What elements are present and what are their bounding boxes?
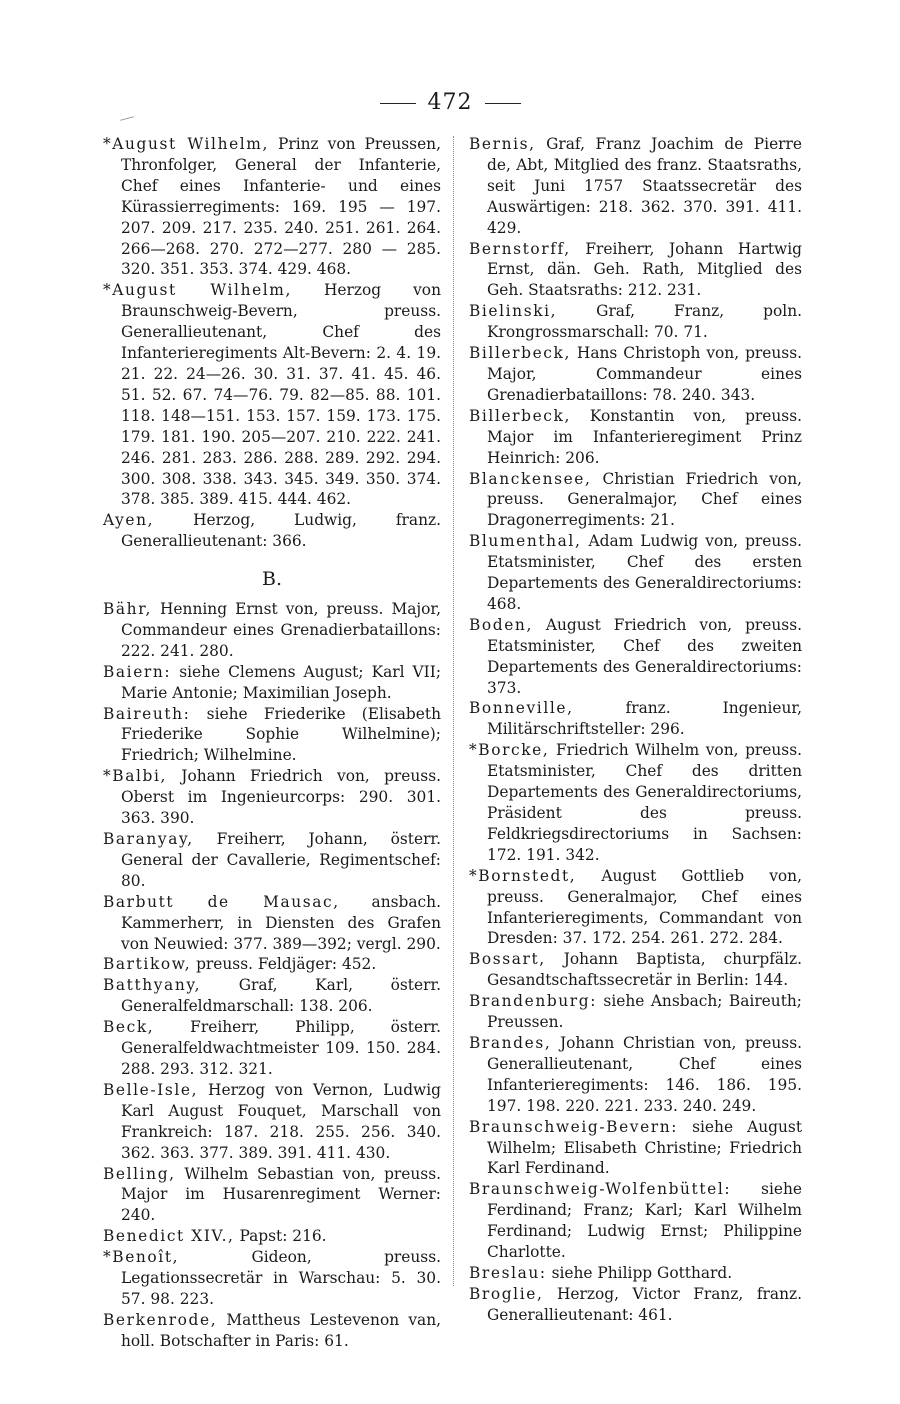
index-entry [103, 510, 441, 552]
index-entry [103, 829, 441, 892]
index-entry [469, 1117, 802, 1180]
entry-name: *Bornstedt, [469, 866, 577, 885]
entry-name: Benedict XIV., [103, 1227, 235, 1246]
index-entry [469, 1033, 802, 1117]
entry-text: Freiherr, Philipp, österr. Generalfeldwachtmeister 109. 150. 284. 288. 293. 312. 321. [121, 1018, 441, 1078]
left-column [103, 134, 441, 1352]
entry-text: Herzog von Braunschweig-Bevern, preuss. Generallieutenant, Chef des Infanterieregiments Alt-Bevern: 2. 4. 19. 21. 22. 24—26. 30. 31. 37. 41. 45. 46. 51. 52. 67. 74—76. 79. 82—85. 88. 101. 118. 148—151. 153. 157. 159. 173. 175. 179. 181. 190. 205—207. 210. 222. 241. 246. 281. 283. 286. 288. 289. 292. 294. 300. 308. 338. 343. 345. 349. 350. 374. 378. 385. 389. 415. 444. 462. [121, 281, 441, 509]
entry-text: Graf, Franz, poln. Krongrossmarschall: 70. 71. [487, 302, 802, 342]
header-rule-left [380, 103, 416, 104]
entry-text: Graf, Karl, österr. Generalfeldmarschall: 138. 206. [121, 976, 441, 1016]
entry-name: Baiern: [103, 662, 172, 681]
index-entry [103, 1164, 441, 1227]
entry-name: *Benoît, [103, 1248, 180, 1267]
section-heading: B. [261, 568, 282, 591]
entry-text: Mattheus Lestevenon van, holl. Botschafter in Paris: 61. [121, 1310, 441, 1350]
entry-text: Herzog, Ludwig, franz. Generallieutenant: 366. [121, 511, 441, 551]
entry-name: Barbutt de Mausac, [103, 892, 340, 911]
entry-text: Johann Christian von, preuss. Generallieutenant, Chef eines Infanterieregiments: 146. 186. 195. 197. 198. 220. 221. 233. 240. 249. [487, 1033, 802, 1115]
entry-text: Johann Baptista, churpfälz. Gesandtschaftssecretär in Berlin: 144. [487, 950, 802, 990]
index-entry [469, 343, 802, 406]
index-entry [469, 531, 802, 615]
entry-text: Graf, Franz Joachim de Pierre de, Abt, Mitglied des franz. Staatsraths, seit Juni 1757 Staatssecretär des Auswärtigen: 218. 362. 370. 391. 411. 429. [487, 135, 802, 237]
index-entry [469, 1284, 802, 1326]
entry-name: Brandenburg: [469, 992, 597, 1011]
entry-text: siehe Friederike (Elisabeth Friederike Sophie Wilhelmine); Friedrich; Wilhelmine. [121, 704, 441, 765]
entry-name: Billerbeck, [469, 406, 571, 425]
index-entry [103, 280, 441, 510]
entry-name: Bähr, [103, 600, 152, 619]
entry-text: Konstantin von, preuss. Major im Infanterieregiment Prinz Heinrich: 206. [487, 406, 802, 467]
index-entry [103, 1310, 441, 1352]
pencil-mark [120, 116, 134, 121]
entry-text: Christian Friedrich von, preuss. Generalmajor, Chef eines Dragonerregiments: 21. [487, 469, 802, 530]
entry-text: siehe Ferdinand; Franz; Karl; Karl Wilhelm Ferdinand; Ludwig Ernst; Philippine Charlotte. [487, 1180, 802, 1262]
index-entry [469, 469, 802, 532]
index-entry [103, 1080, 441, 1164]
column-divider [453, 136, 454, 1286]
index-entry [469, 134, 802, 239]
index-entry [469, 406, 802, 469]
entry-text: siehe Ansbach; Baireuth; Preussen. [487, 992, 802, 1032]
entry-name: Blanckensee, [469, 469, 592, 488]
entry-text: Freiherr, Johann Hartwig Ernst, dän. Geh. Rath, Mitglied des Geh. Staatsraths: 212. 231. [487, 239, 802, 300]
index-entry [103, 599, 441, 662]
entry-text: Friedrich Wilhelm von, preuss. Etatsminister, Chef des dritten Departements des Generaldirectoriums, Präsident des preuss. Feldkriegsdirectoriums in Sachsen: 172. 191. 342. [487, 741, 802, 864]
entry-text: Henning Ernst von, preuss. Major, Commandeur eines Grenadierbataillons: 222. 241. 280. [121, 600, 441, 660]
entry-name: Batthyany, [103, 976, 202, 995]
entry-text: Adam Ludwig von, preuss. Etatsminister, Chef des ersten Departements des Generaldirectoriums: 468. [487, 532, 802, 613]
index-entry [103, 1247, 441, 1310]
index-entry [103, 766, 441, 829]
entry-name: Ayen, [103, 511, 155, 530]
entry-text: Herzog, Victor Franz, franz. Generallieutenant: 461. [487, 1284, 802, 1324]
entry-text: August Gottlieb von, preuss. Generalmajor, Chef eines Infanterieregiments, Commandant von Dresden: 37. 172. 254. 261. 272. 284. [487, 866, 802, 948]
entry-text: Gideon, preuss. Legationssecretär in Warschau: 5. 30. 57. 98. 223. [121, 1248, 441, 1308]
entry-text: ansbach. Kammerherr, in Diensten des Grafen von Neuwied: 377. 389—392; vergl. 290. [121, 892, 441, 953]
entry-name: *Borcke, [469, 741, 550, 760]
entry-name: Beck, [103, 1018, 155, 1037]
entry-text: Freiherr, Johann, österr. General der Cavallerie, Regimentschef: 80. [121, 830, 441, 890]
entry-name: Braunschweig-Bevern: [469, 1117, 679, 1136]
entry-text: Wilhelm Sebastian von, preuss. Major im Husarenregiment Werner: 240. [121, 1164, 441, 1225]
entry-name: Berkenrode, [103, 1310, 218, 1329]
entry-name: Bielinski, [469, 302, 558, 321]
index-entry [469, 615, 802, 699]
index-entry [103, 1017, 441, 1080]
entry-name: Bossart, [469, 950, 546, 969]
header-rule-right [485, 103, 521, 104]
entry-text: franz. Ingenieur, Militärschriftsteller: 296. [487, 699, 802, 739]
entry-name: *Balbi, [103, 767, 167, 786]
entry-name: Boden, [469, 615, 533, 634]
index-entry [469, 991, 802, 1033]
index-entry [469, 740, 802, 865]
entry-name: Bernis, [469, 135, 536, 153]
entry-text: siehe Clemens August; Karl VII; Marie Antonie; Maximilian Joseph. [121, 662, 441, 702]
index-entry [103, 892, 441, 955]
index-entry [103, 704, 441, 767]
entry-text: siehe August Wilhelm; Elisabeth Christine; Friedrich Karl Ferdinand. [487, 1117, 802, 1178]
entry-text: preuss. Feldjäger: 452. [191, 955, 377, 974]
index-entry [103, 975, 441, 1017]
entry-name: *August Wilhelm, [103, 281, 292, 300]
entry-name: Bernstorff, [469, 239, 571, 258]
index-entry [103, 1226, 441, 1247]
entry-text: siehe Philipp Gotthard. [546, 1263, 733, 1282]
index-entry [469, 239, 802, 302]
entry-name: Bartikow, [103, 955, 192, 974]
entry-name: Braunschweig-Wolfenbüttel: [469, 1180, 732, 1199]
entry-name: Billerbeck, [469, 344, 571, 363]
page-header [0, 90, 900, 115]
entry-text: August Friedrich von, preuss. Etatsminister, Chef des zweiten Departements des Generaldirectoriums: 373. [487, 615, 802, 697]
index-entry [469, 1179, 802, 1263]
entry-text: Prinz von Preussen, Thronfolger, General der Infanterie, Chef eines Infanterie- und eines Kürassierregiments: 169. 195 — 197. 207. 209. 217. 235. 240. 251. 261. 264. 266—268. 270. 272—277. 280 — 285. 320. 351. 353. 374. 429. 468. [121, 135, 441, 279]
page-number: 472 [427, 90, 473, 115]
right-column [469, 134, 802, 1326]
index-entry [103, 134, 441, 280]
entry-name: *August Wilhelm, [103, 135, 269, 153]
index-entry [103, 662, 441, 704]
entry-name: Broglie, [469, 1284, 544, 1303]
entry-text: Papst: 216. [234, 1227, 327, 1246]
index-entry [469, 301, 802, 343]
entry-text: Herzog von Vernon, Ludwig Karl August Fouquet, Marschall von Frankreich: 187. 218. 255. 256. 340. 362. 363. 377. 389. 391. 411. 430. [121, 1080, 441, 1162]
entry-name: Belling, [103, 1164, 176, 1183]
entry-text: Johann Friedrich von, preuss. Oberst im Ingenieurcorps: 290. 301. 363. 390. [121, 767, 441, 828]
entry-name: Belle-Isle, [103, 1080, 199, 1099]
entry-name: Baireuth: [103, 704, 191, 723]
entry-name: Breslau: [469, 1263, 547, 1282]
index-entry [103, 954, 441, 975]
index-entry [469, 866, 802, 950]
index-entry [469, 1263, 802, 1284]
index-entry [469, 698, 802, 740]
entry-name: Blumenthal, [469, 532, 582, 551]
entry-name: Bonneville, [469, 699, 574, 718]
entry-name: Brandes, [469, 1033, 552, 1052]
index-entry [469, 949, 802, 991]
entry-name: Baranyay, [103, 830, 194, 848]
entry-text: Hans Christoph von, preuss. Major, Commandeur eines Grenadierbataillons: 78. 240. 343. [487, 344, 802, 404]
